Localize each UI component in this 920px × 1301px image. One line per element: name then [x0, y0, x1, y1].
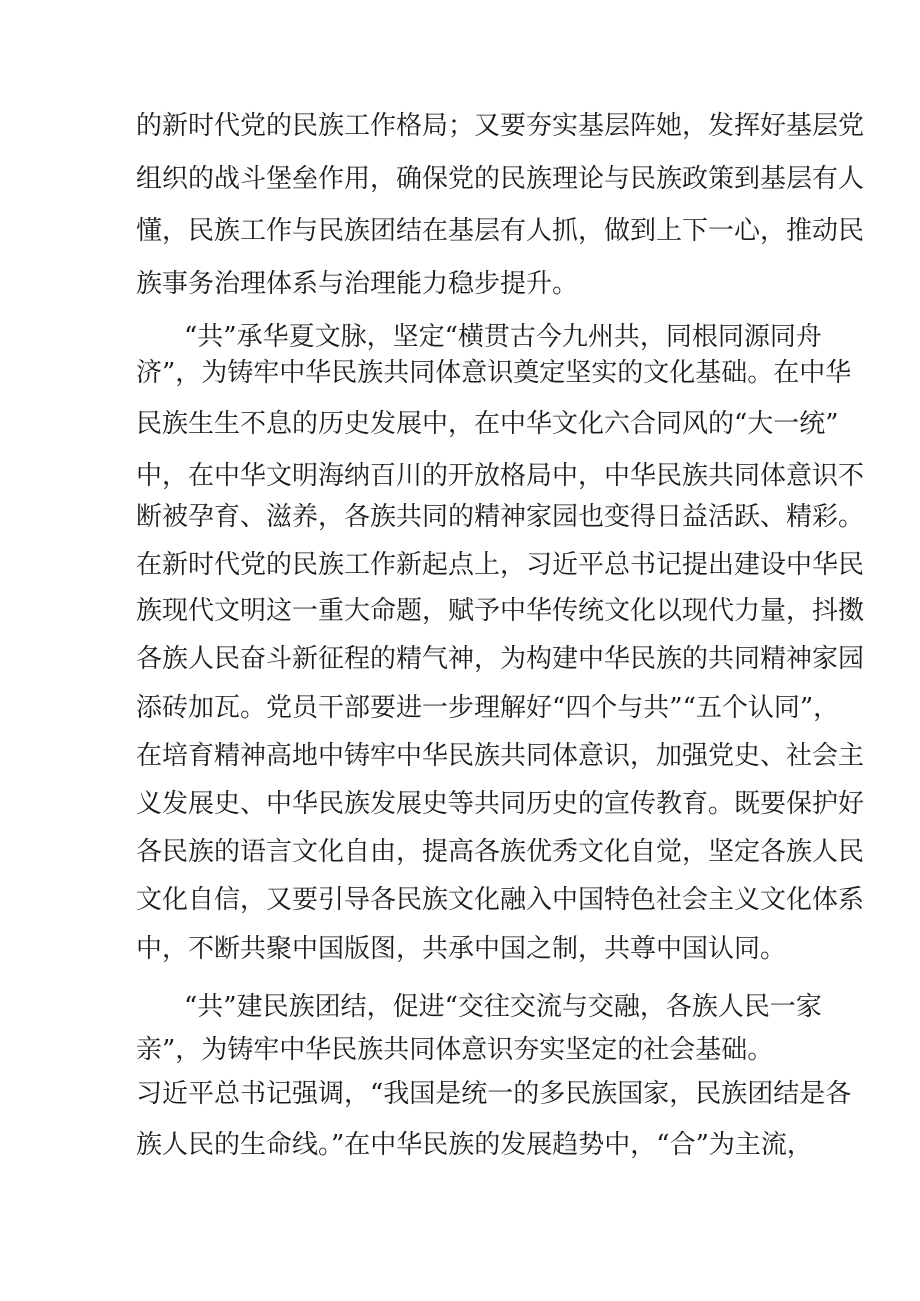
text-line-8: 中，在中华文明海纳百川的开放格局中，中华民族共同体意识不	[136, 461, 865, 491]
text-line-17: 文化自信，又要引导各民族文化融入中国特色社会主义文化体系	[136, 885, 865, 915]
text-line-9: 断被孕育、滋养，各族共同的精神家园也变得日益活跃、精彩。	[136, 502, 865, 532]
text-line-20: 亲”，为铸牢中华民族共同体意识夯实坚定的社会基础。	[136, 1035, 774, 1065]
text-line-16: 各民族的语言文化自由，提高各族优秀文化自觉，坚定各族人民	[136, 837, 865, 867]
text-line-14: 在培育精神高地中铸牢中华民族共同体意识，加强党史、社会主	[136, 741, 865, 771]
text-line-18: 中，不断共聚中国版图，共承中国之制，共尊中国认同。	[136, 934, 787, 964]
text-line-12: 各族人民奋斗新征程的精气神，为构建中华民族的共同精神家园	[136, 644, 865, 674]
text-line-3: 懂，民族工作与民族团结在基层有人抓，做到上下一心，推动民	[136, 216, 865, 246]
text-line-19: “共”建民族团结，促进“交往交流与交融，各族人民一家	[184, 992, 822, 1022]
text-line-11: 族现代文明这一重大命题，赋予中华传统文化以现代力量，抖擞	[136, 596, 865, 626]
text-line-2: 组织的战斗堡垒作用，确保党的民族理论与民族政策到基层有人	[136, 164, 865, 194]
text-line-7: 民族生生不息的历史发展中，在中华文化六合同风的“大一统”	[136, 409, 839, 439]
text-line-13: 添砖加瓦。党员干部要进一步理解好“四个与共”“五个认同”，	[136, 693, 840, 723]
text-line-4: 族事务治理体系与治理能力稳步提升。	[136, 269, 579, 299]
text-line-15: 义发展史、中华民族发展史等共同历史的宣传教育。既要保护好	[136, 789, 865, 819]
text-line-1: 的新时代党的民族工作格局；又要夯实基层阵她，发挥好基层党	[136, 111, 865, 141]
text-line-10: 在新时代党的民族工作新起点上，习近平总书记提出建设中华民	[136, 550, 865, 580]
text-line-5: “共”承华夏文脉，坚定“横贯古今九州共，同根同源同舟	[184, 322, 822, 352]
text-line-6: 济”，为铸牢中华民族共同体意识奠定坚实的文化基础。在中华	[136, 358, 852, 388]
text-line-22: 族人民的生命线。”在中华民族的发展趋势中，“合”为主流，	[136, 1130, 813, 1160]
text-line-21: 习近平总书记强调，“我国是统一的多民族国家，民族团结是各	[136, 1079, 852, 1109]
